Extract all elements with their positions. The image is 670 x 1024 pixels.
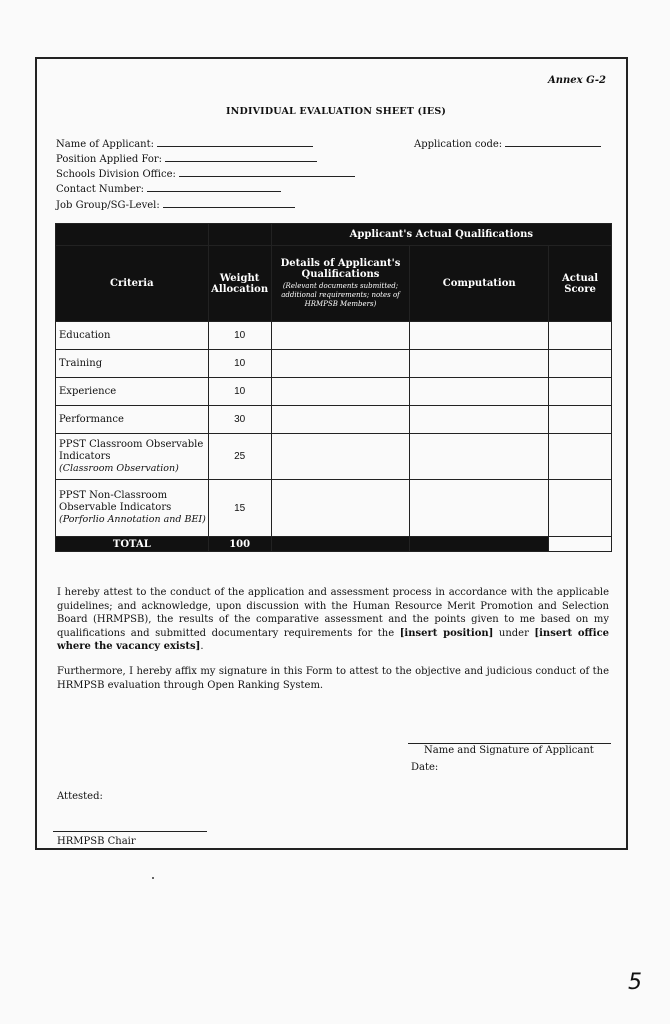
table-row [56,350,612,378]
criteria-cell: Experience [56,378,209,406]
weight-cell: 15 [208,480,271,537]
evaluation-table [55,223,612,552]
position-blank[interactable] [165,153,317,162]
chair-label: HRMPSB Chair [57,836,136,847]
table-row [56,406,612,434]
score-cell[interactable] [549,350,612,378]
applicant-name-label: Name of Applicant: [56,139,155,150]
total-weight: 100 [208,537,271,552]
score-cell[interactable] [549,378,612,406]
weight-cell: 10 [208,322,271,350]
sdo-field [56,168,355,180]
details-cell[interactable] [271,434,410,480]
details-header [271,246,410,322]
details-cell[interactable] [271,378,410,406]
page-number: 5 [628,970,642,995]
total-label: TOTAL [56,537,209,552]
details-header-title: Details of Applicant's Qualifications [280,258,401,280]
contact-label: Contact Number: [56,184,145,195]
table-row [56,480,612,537]
criteria-cell: Training [56,350,209,378]
table-row [56,378,612,406]
applicant-name-field [56,138,313,150]
group-header: Applicant's Actual Qualifications [271,224,611,246]
weight-cell: 10 [208,350,271,378]
sdo-blank[interactable] [179,168,355,177]
attestation-paragraph: I hereby attest to the conduct of the application and assessment process in accordance with the applicable guidelines; and acknowledge, upon discussion with the Human Resource Merit Promotion and Selection Board (HRMPSB), the results of the comparative assessment and the points given to me based on my qualifications and submitted documentary requirements for the [insert position] under [insert office where the vacancy exists]. [57,587,610,652]
details-cell[interactable] [271,350,410,378]
details-cell[interactable] [271,480,410,537]
score-header: Actual Score [549,246,612,322]
computation-cell[interactable] [410,322,549,350]
application-code-label: Application code: [414,139,503,150]
chair-signature-line[interactable] [53,831,207,832]
total-score-cell[interactable] [549,537,612,552]
annex-label: Annex G-2 [548,75,606,86]
weight-header: Weight Allocation [208,246,271,322]
score-cell[interactable] [549,480,612,537]
signature-line[interactable] [408,743,611,744]
date-label: Date: [411,762,439,773]
table-row [56,322,612,350]
computation-cell[interactable] [410,406,549,434]
application-code-field [414,138,601,150]
criteria-cell: PPST Non-Classroom Observable Indicators (Porforlio Annotation and BEI) [56,480,209,537]
details-cell[interactable] [271,322,410,350]
computation-cell[interactable] [410,350,549,378]
details-header-note: (Relevant documents submitted; additional requirements; notes of HRMPSB Members) [281,282,400,308]
criteria-note: (Porforlio Annotation and BEI) [59,514,206,525]
stray-mark [152,877,154,879]
criteria-cell: Performance [56,406,209,434]
score-cell[interactable] [549,322,612,350]
computation-cell[interactable] [410,480,549,537]
signature-label: Name and Signature of Applicant [424,745,594,756]
sdo-label: Schools Division Office: [56,169,176,180]
position-field [56,153,317,165]
jobgroup-field [56,199,295,211]
form-title: INDIVIDUAL EVALUATION SHEET (IES) [226,106,447,117]
jobgroup-blank[interactable] [163,199,295,208]
contact-field [56,183,281,195]
weight-cell: 10 [208,378,271,406]
weight-cell: 25 [208,434,271,480]
application-code-blank[interactable] [505,138,601,147]
position-label: Position Applied For: [56,154,163,165]
score-cell[interactable] [549,434,612,480]
computation-cell[interactable] [410,378,549,406]
score-cell[interactable] [549,406,612,434]
criteria-header: Criteria [56,246,209,322]
total-row [56,537,612,552]
criteria-note: (Classroom Observation) [59,462,179,474]
contact-blank[interactable] [147,183,281,192]
applicant-name-blank[interactable] [157,138,313,147]
jobgroup-label: Job Group/SG-Level: [56,200,160,211]
table-row [56,434,612,480]
details-cell[interactable] [271,406,410,434]
computation-cell[interactable] [410,434,549,480]
criteria-cell: Education [56,322,209,350]
computation-header: Computation [410,246,549,322]
criteria-cell: PPST Classroom Observable Indicators (Classroom Observation) [56,434,209,480]
attested-label: Attested: [57,791,103,802]
weight-cell: 30 [208,406,271,434]
furthermore-paragraph: Furthermore, I hereby affix my signature in this Form to attest to the objective and judicious conduct of the HRMPSB evaluation through Open Ranking System. [57,666,609,691]
